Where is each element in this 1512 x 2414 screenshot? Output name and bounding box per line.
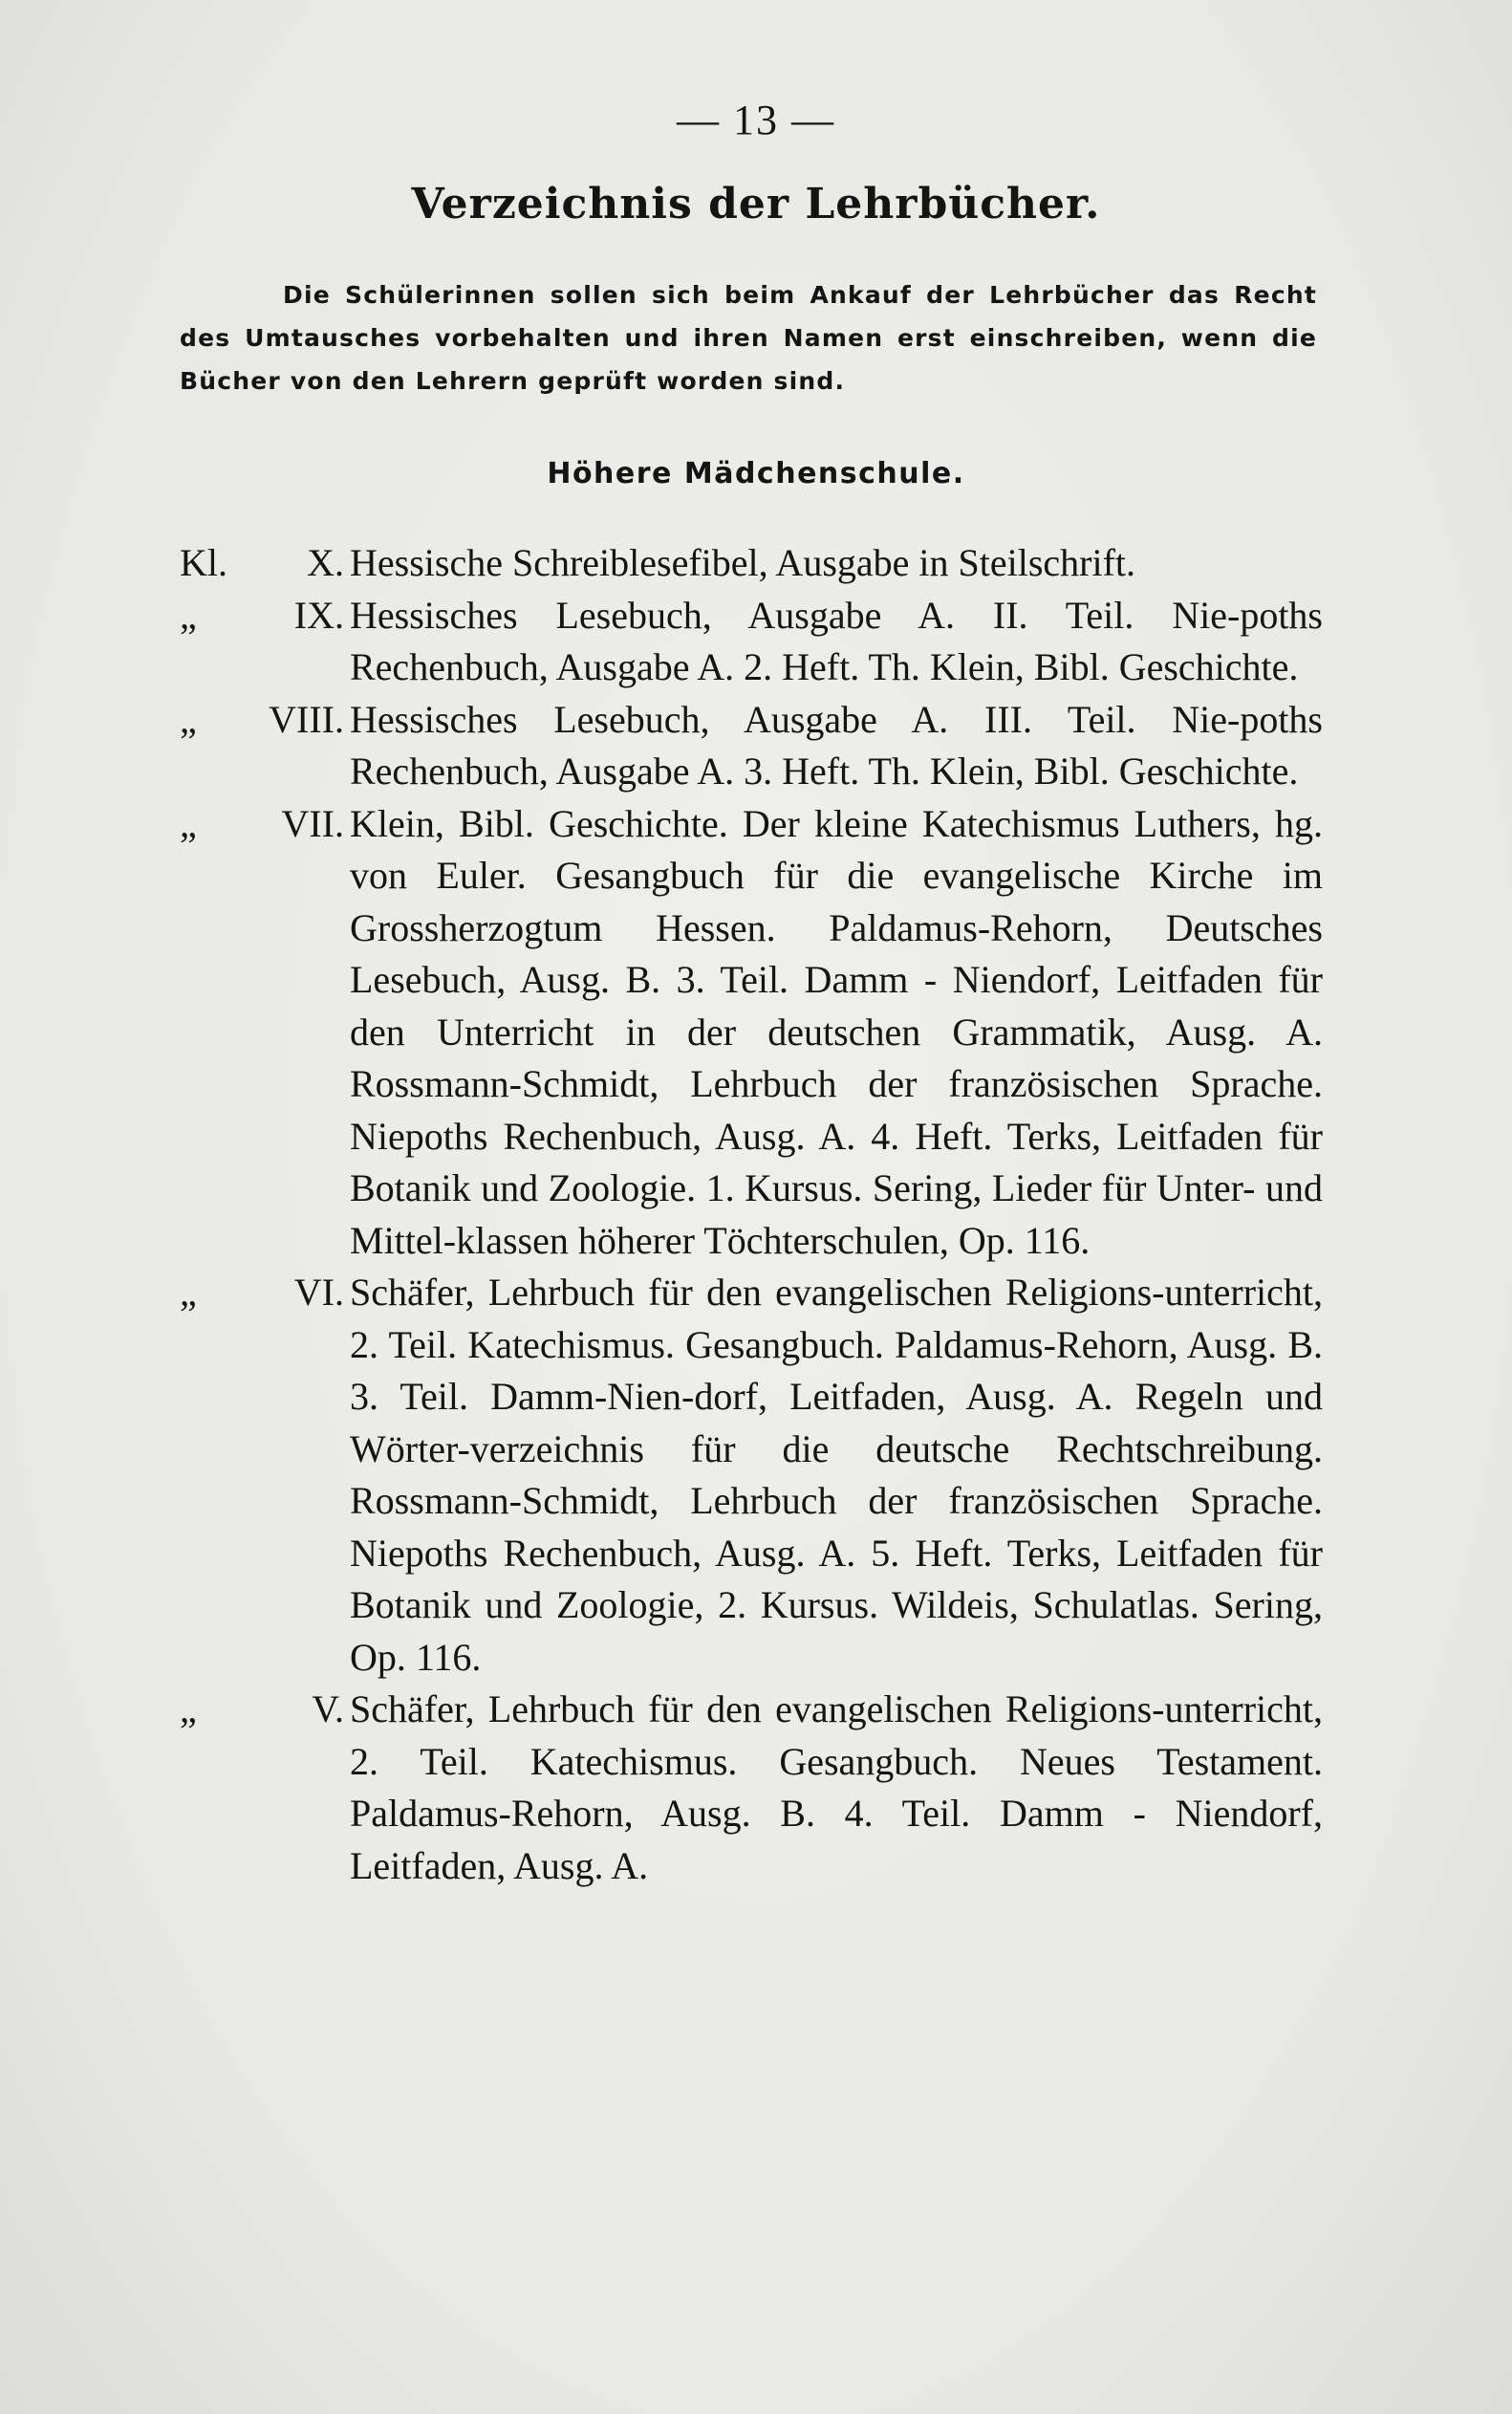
entry-prefix: „ xyxy=(180,1687,197,1730)
entry-text: Hessisches Lesebuch, Ausgabe A. II. Teil. Nie-poths Rechenbuch, Ausgabe A. 2. Heft. Th. Klein, Bibl. Geschichte. xyxy=(350,593,1323,688)
entry-class: VII. xyxy=(281,801,344,845)
section-title: Höhere Mädchenschule. xyxy=(547,457,965,490)
entry-prefix: „ xyxy=(180,801,197,845)
entry-class: X. xyxy=(307,541,344,584)
entry-text: Klein, Bibl. Geschichte. Der kleine Katechismus Luthers, hg. von Euler. Gesangbuch für die evangelische Kirche im Grossherzogtum Hessen. Paldamus-Rehorn, Deutsches Lesebuch, Ausg. B. 3. Teil. Damm - Niendorf, Leitfaden für den Unterricht in der deutschen Grammatik, Ausg. A. Rossmann-Schmidt, Lehrbuch der französischen Sprache. Niepoths Rechenbuch, Ausg. A. 4. Heft. Terks, Leitfaden für Botanik und Zoologie. 1. Kursus. Sering, Lieder für Unter- und Mittel-klassen höherer Töchterschulen, Op. 116. xyxy=(350,801,1323,1262)
page-number: — 13 — xyxy=(677,97,835,143)
entry-class: VIII. xyxy=(269,697,344,741)
page-title: Verzeichnis der Lehrbücher. xyxy=(411,180,1101,228)
intro-paragraph: Die Schülerinnen sollen sich beim Ankauf der Lehrbücher das Recht des Umtausches vorbehalten und ihren Namen erst einschreiben, wenn die Bücher von den Lehrern geprüft worden sind. xyxy=(180,281,1317,395)
entry-text: Schäfer, Lehrbuch für den evangelischen Religions-unterricht, 2. Teil. Katechismus. Gesangbuch. Neues Testament. Paldamus-Rehorn, Ausg. B. 4. Teil. Damm - Niendorf, Leitfaden, Ausg. A. xyxy=(350,1687,1323,1887)
list-item xyxy=(180,1267,1323,1684)
list-item xyxy=(180,798,1323,1268)
list-item xyxy=(180,1684,1323,1892)
entry-prefix: „ xyxy=(180,697,197,741)
entry-prefix: Kl. xyxy=(180,541,227,584)
entry-text: Hessische Schreiblesefibel, Ausgabe in Steilschrift. xyxy=(350,541,1136,584)
entry-text: Schäfer, Lehrbuch für den evangelischen Religions-unterricht, 2. Teil. Katechismus. Gesangbuch. Paldamus-Rehorn, Ausg. B. 3. Teil. Damm-Nien-dorf, Leitfaden, Ausg. A. Regeln und Wörter-verzeichnis für die deutsche Rechtschreibung. Rossmann-Schmidt, Lehrbuch der französischen Sprache. Niepoths Rechenbuch, Ausg. A. 5. Heft. Terks, Leitfaden für Botanik und Zoologie, 2. Kursus. Wildeis, Schulatlas. Sering, Op. 116. xyxy=(350,1271,1323,1679)
entry-text: Hessisches Lesebuch, Ausgabe A. III. Teil. Nie-poths Rechenbuch, Ausgabe A. 3. Heft. Th. Klein, Bibl. Geschichte. xyxy=(350,697,1323,793)
book-list xyxy=(180,537,1323,1892)
entry-class: VI. xyxy=(293,1271,344,1314)
entry-class: V. xyxy=(312,1687,344,1730)
entry-class: IX. xyxy=(293,593,344,637)
list-item xyxy=(180,590,1323,694)
list-item xyxy=(180,537,1323,590)
list-item xyxy=(180,694,1323,798)
entry-prefix: „ xyxy=(180,593,197,637)
entry-prefix: „ xyxy=(180,1271,197,1314)
